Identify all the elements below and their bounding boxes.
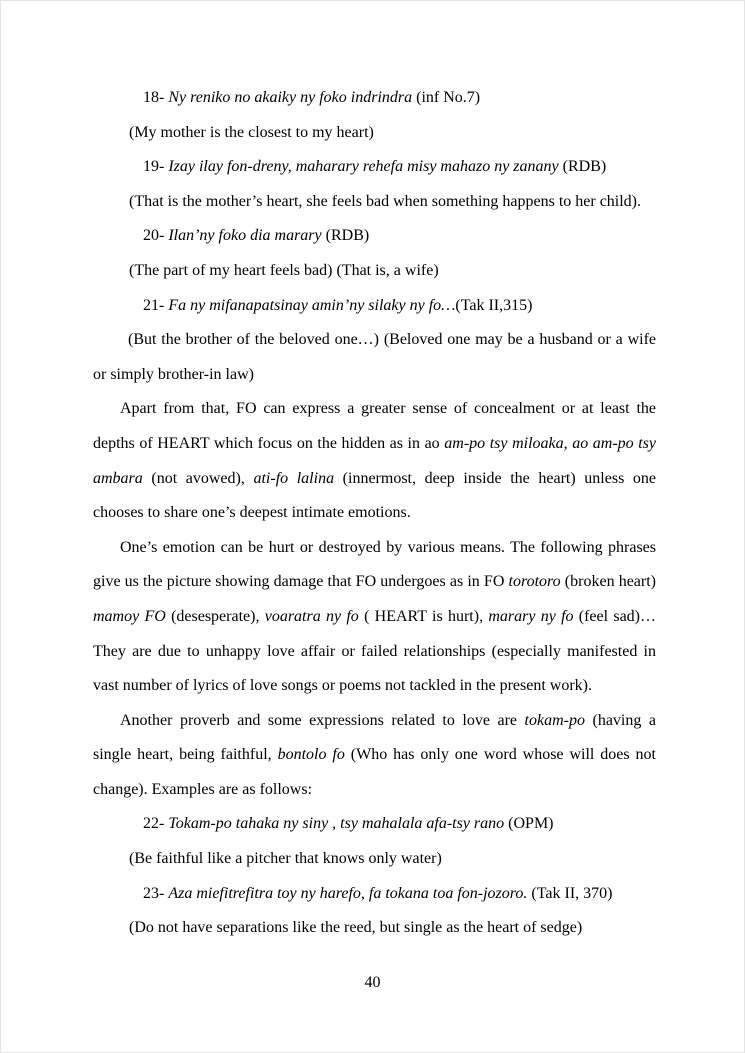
- translation-line-19: (That is the mother’s heart, she feels bad when something happens to her child).: [129, 192, 642, 210]
- paragraph-concealment: Apart from that, FO can express a greater sense of concealment or at least the depths of HEART which focus on the hidden as in ao am-po tsy miloaka, ao am-po tsy ambara (not avowed), ati-fo lalina (innermost, deep inside the heart) unless one chooses to share one’s deepest intimate emotions.: [93, 400, 657, 522]
- example-line-21: 21- Fa ny mifanapatsinay amin’ny silaky ny fo…(Tak II,315): [143, 296, 533, 314]
- translation-line-21: (But the brother of the beloved one…) (Beloved one may be a husband or a wife or simply brother-in law): [93, 331, 656, 383]
- example-line-23: 23- Aza miefitrefitra toy ny harefo, fa tokana toa fon-jozoro. (Tak II, 370): [143, 884, 613, 902]
- paragraph-hurt-emotion: One’s emotion can be hurt or destroyed by various means. The following phrases give us the picture showing damage that FO undergoes as in FO torotoro (broken heart) mamoy FO (desesperate), voaratra ny fo ( HEART is hurt), marary ny fo (feel sad)… They are due to unhappy love affair or failed relationships (especially manifested in vast number of lyrics of love songs or poems not tackled in the present work).: [93, 538, 657, 695]
- page-number: 40: [364, 974, 381, 991]
- example-line-18: 18- Ny reniko no akaiky ny foko indrindra (inf No.7): [143, 89, 481, 106]
- page-content: [93, 81, 656, 946]
- example-line-20: 20- Ilan’ny foko dia marary (RDB): [143, 227, 370, 245]
- example-line-19: 19- Izay ilay fon-dreny, maharary rehefa misy mahazo ny zanany (RDB): [143, 158, 607, 176]
- paragraph-love-proverbs: Another proverb and some expressions related to love are tokam-po (having a single heart, being faithful, bontolo fo (Who has only one word whose will does not change). Examples are as follows:: [93, 711, 657, 798]
- translation-line-20: (The part of my heart feels bad) (That is, a wife): [129, 261, 439, 279]
- translation-line-18: (My mother is the closest to my heart): [129, 123, 374, 141]
- translation-line-23: (Do not have separations like the reed, but single as the heart of sedge): [129, 919, 583, 937]
- translation-line-22: (Be faithful like a pitcher that knows only water): [129, 850, 442, 868]
- example-line-22: 22- Tokam-po tahaka ny siny , tsy mahalala afa-tsy rano (OPM): [143, 815, 554, 833]
